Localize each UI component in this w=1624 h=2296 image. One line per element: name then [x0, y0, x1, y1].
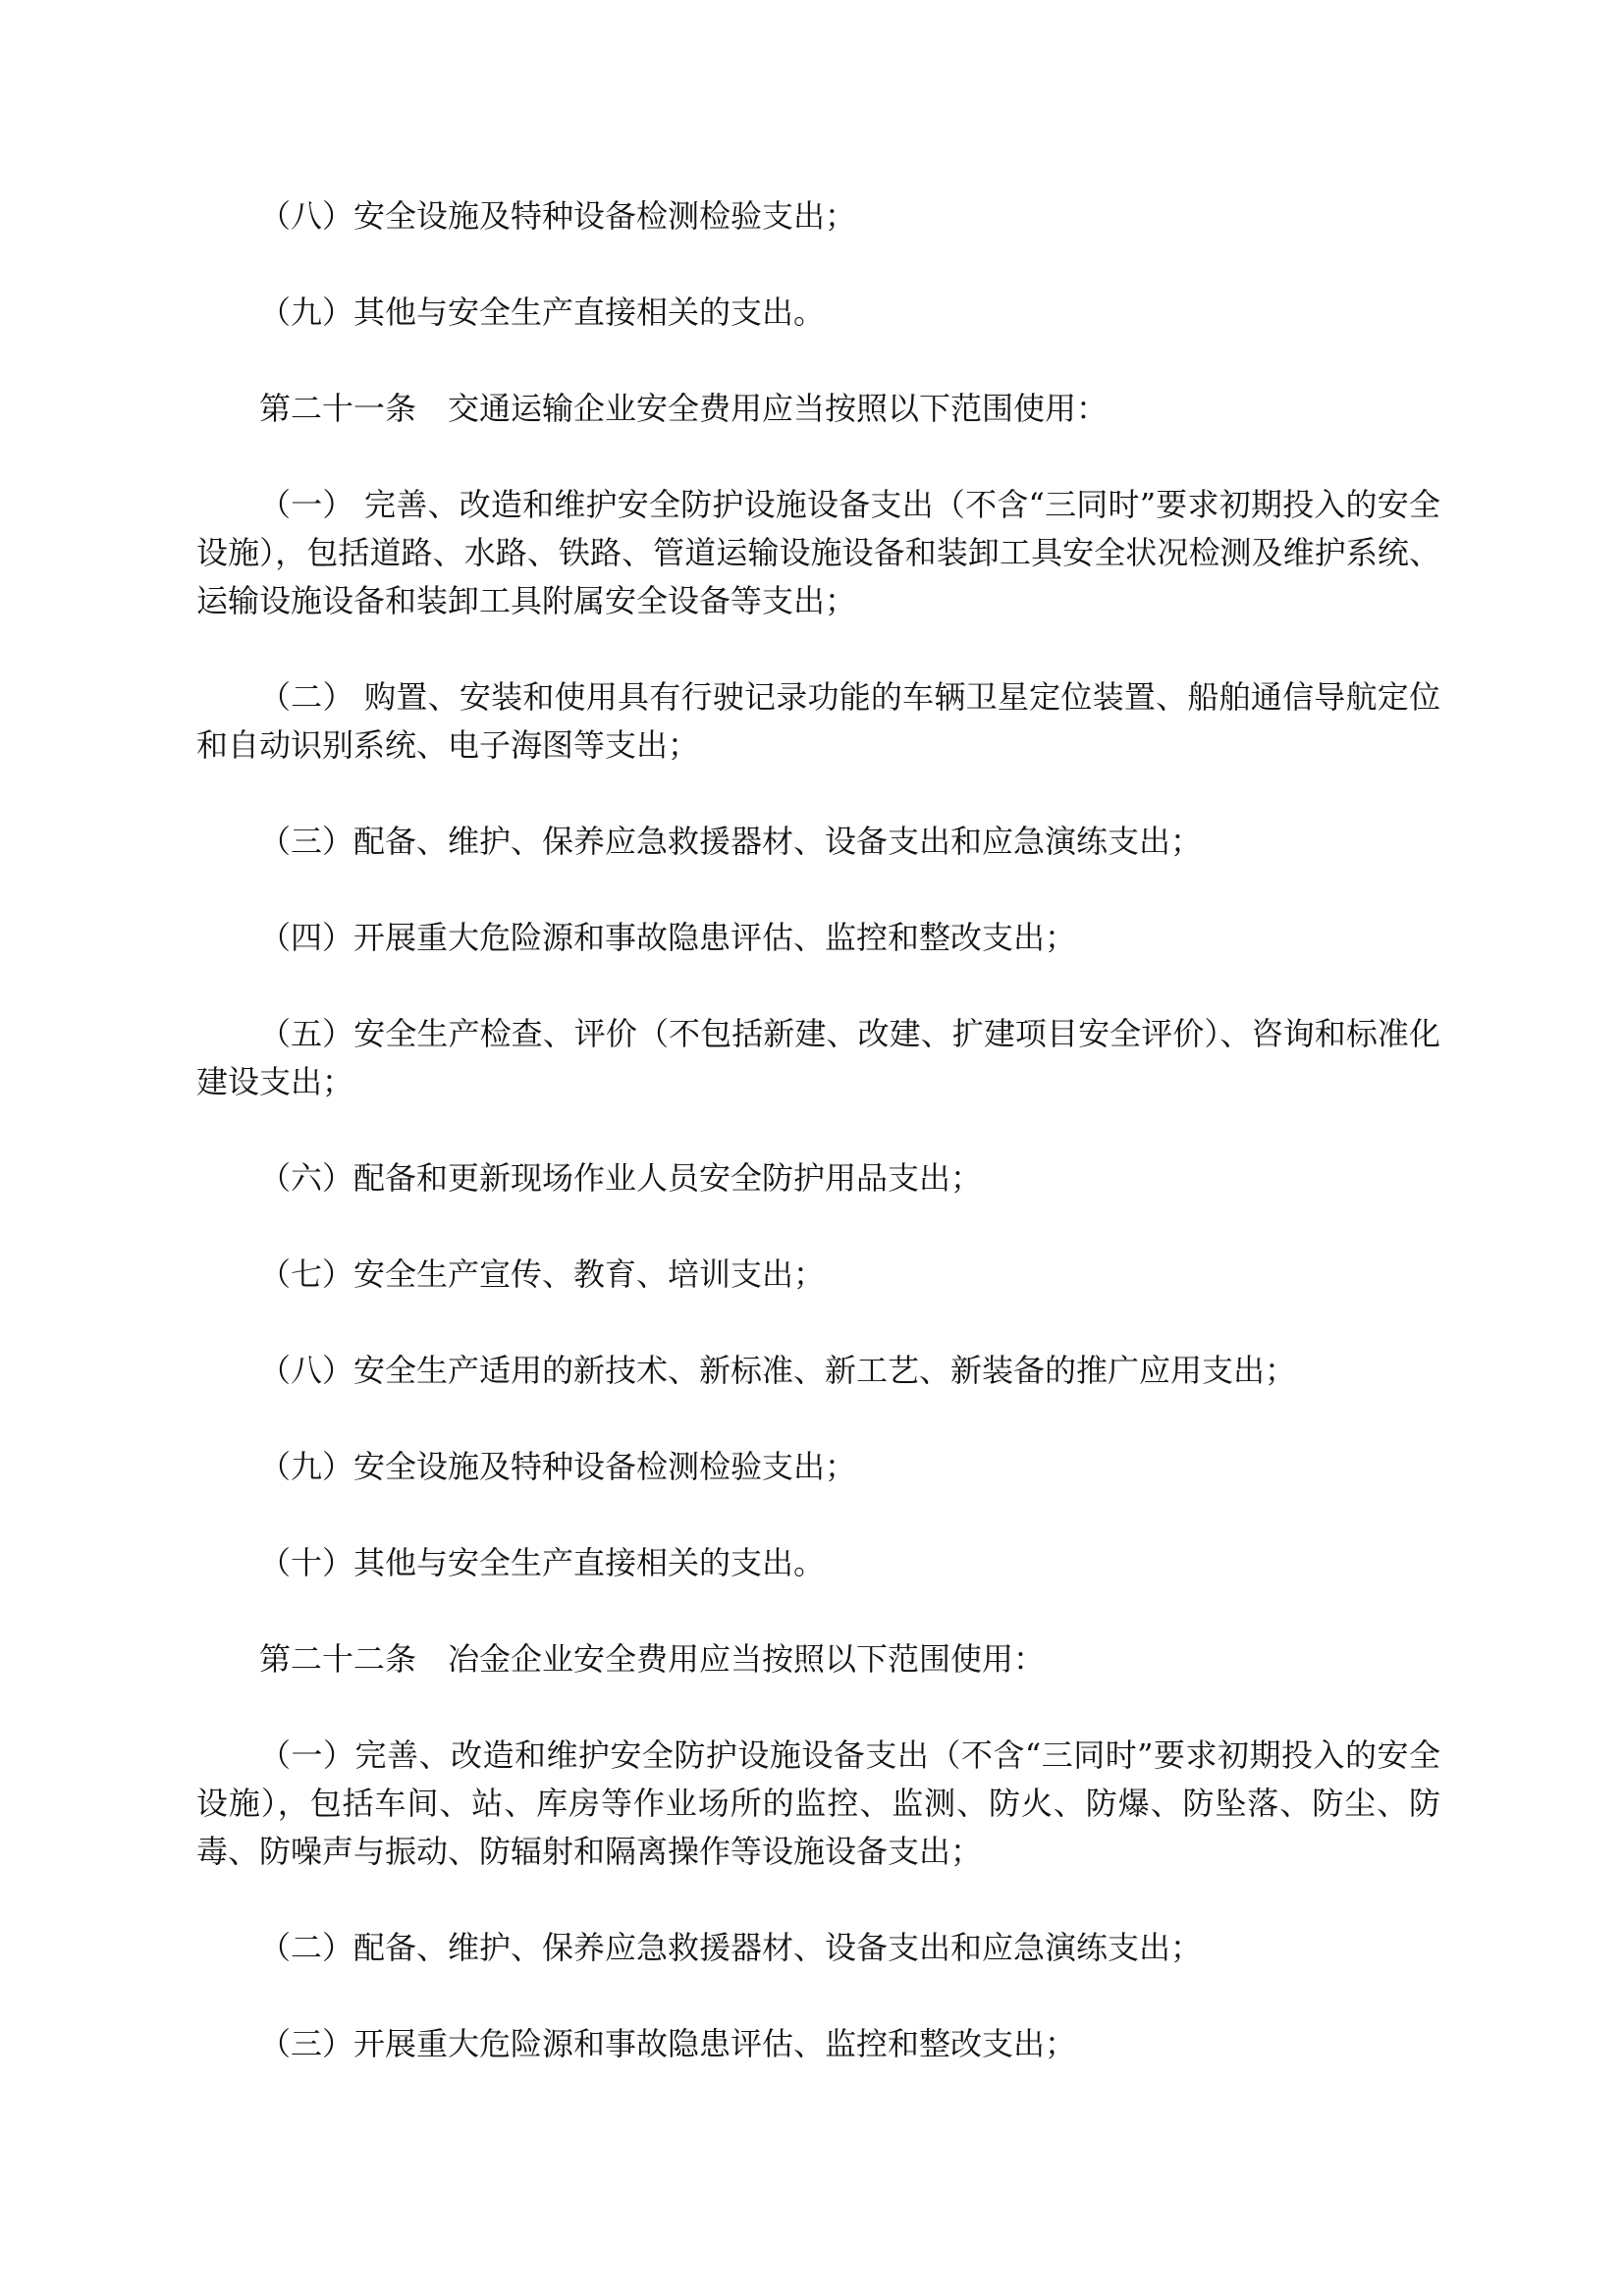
paragraph-item-9-other: （九）其他与安全生产直接相关的支出。 [259, 294, 826, 331]
article-21-item-1: （一） 完善、改造和维护安全防护设施设备支出（不含“三同时”要求初期投入的安全设施），包括道路、水路、铁路、管道运输设施设备和装卸工具安全状况检测及维护系统、运输设施设备和装卸工具附属安全设备等支出； [196, 486, 1440, 619]
article-22-heading: 第二十二条 冶金企业安全费用应当按照以下范围使用： [259, 1640, 1046, 1678]
paragraph-item-8-inspection: （八）安全设施及特种设备检测检验支出； [259, 197, 857, 235]
article-21-item-7: （七）安全生产宣传、教育、培训支出； [259, 1255, 826, 1293]
article-21-item-3: （三）配备、维护、保养应急救援器材、设备支出和应急演练支出； [259, 823, 1203, 860]
article-22-item-1: （一）完善、改造和维护安全防护设施设备支出（不含“三同时”要求初期投入的安全设施），包括车间、站、库房等作业场所的监控、监测、防火、防爆、防坠落、防尘、防毒、防噪声与振动、防辐射和隔离操作等设施设备支出； [196, 1736, 1440, 1870]
article-21-item-5: （五）安全生产检查、评价（不包括新建、改建、扩建项目安全评价）、咨询和标准化建设支出； [196, 1015, 1440, 1100]
article-21-item-8: （八）安全生产适用的新技术、新标准、新工艺、新装备的推广应用支出； [259, 1352, 1297, 1389]
document-page [196, 192, 1440, 2068]
article-21-item-4: （四）开展重大危险源和事故隐患评估、监控和整改支出； [259, 919, 1077, 956]
article-21-item-6: （六）配备和更新现场作业人员安全防护用品支出； [259, 1159, 983, 1197]
article-21-item-9: （九）安全设施及特种设备检测检验支出； [259, 1448, 857, 1485]
article-21-item-10: （十）其他与安全生产直接相关的支出。 [259, 1544, 826, 1581]
article-21-item-2: （二） 购置、安装和使用具有行驶记录功能的车辆卫星定位装置、船舶通信导航定位和自动识别系统、电子海图等支出； [196, 678, 1440, 764]
article-22-item-2: （二）配备、维护、保养应急救援器材、设备支出和应急演练支出； [259, 1929, 1203, 1966]
article-22-item-3: （三）开展重大危险源和事故隐患评估、监控和整改支出； [259, 2025, 1077, 2062]
article-21-heading: 第二十一条 交通运输企业安全费用应当按照以下范围使用： [259, 390, 1109, 427]
